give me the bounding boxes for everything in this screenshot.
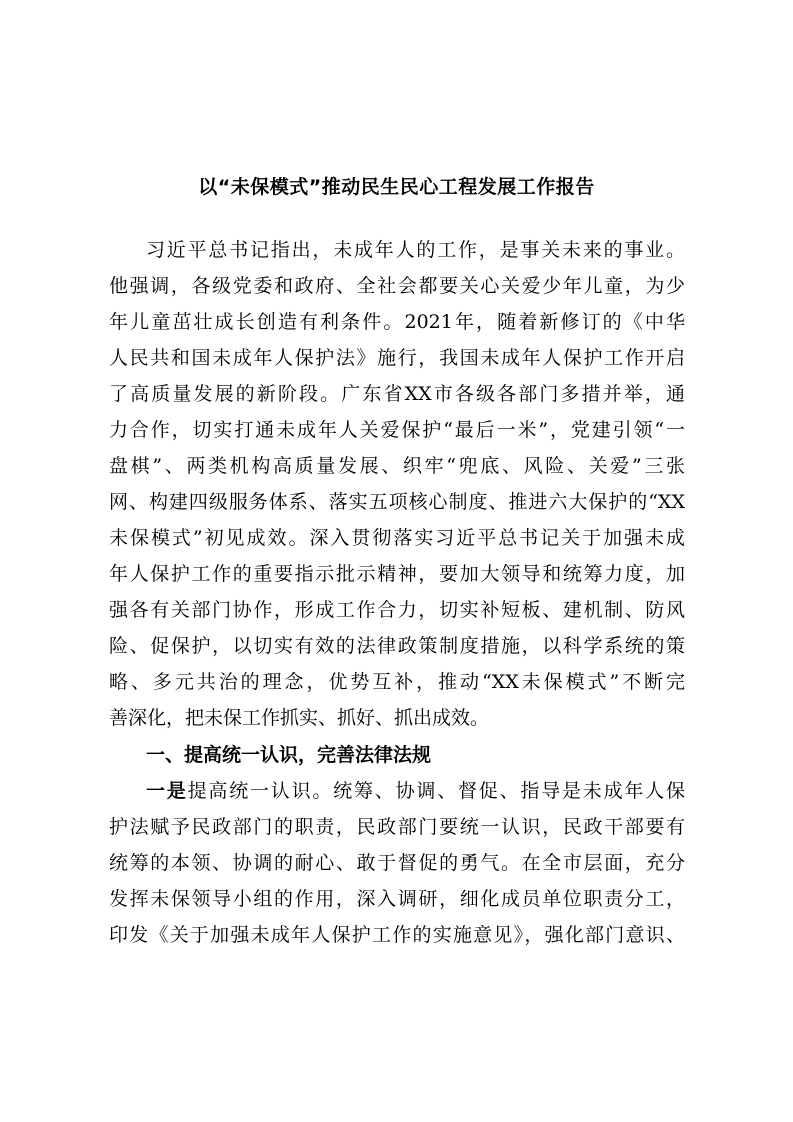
intro-line: 了高质量发展的新阶段。广东省XX市各级各部门多措并举，通 xyxy=(109,383,685,405)
intro-line: 年儿童茁壮成长创造有利条件。2021年，随着新修订的《中华 xyxy=(109,311,685,333)
intro-line: 未保模式”初见成效。深入贯彻落实习近平总书记关于加强未成 xyxy=(109,527,685,549)
section-line: 统筹的本领、协调的耐心、敢于督促的勇气。在全市层面，充分 xyxy=(109,852,685,874)
section-first-line-text: 提高统一认识。统筹、协调、督促、指导是未成年人保 xyxy=(187,780,685,802)
document-title: 以“未保模式”推动民生民心工程发展工作报告 xyxy=(198,176,595,198)
section-first-line xyxy=(146,773,685,809)
section-line: 发挥未保领导小组的作用，深入调研，细化成员单位职责分工， xyxy=(109,888,685,910)
intro-line: 略、多元共治的理念，优势互补，推动“XX未保模式”不断完 xyxy=(109,671,685,693)
intro-line: 人民共和国未成年人保护法》施行，我国未成年人保护工作开启 xyxy=(109,347,685,369)
intro-line: 强各有关部门协作，形成工作合力，切实补短板、建机制、防风 xyxy=(109,599,685,621)
intro-line: 年人保护工作的重要指示批示精神，要加大领导和统筹力度，加 xyxy=(109,563,685,585)
section-line: 印发《关于加强未成年人保护工作的实施意见》，强化部门意识、 xyxy=(109,924,685,946)
intro-line: 网、构建四级服务体系、落实五项核心制度、推进六大保护的“XX xyxy=(109,491,685,513)
section-lead: 一是 xyxy=(146,780,188,802)
intro-line: 他强调，各级党委和政府、全社会都要关心关爱少年儿童，为少 xyxy=(109,275,685,297)
section-heading: 一、提高统一认识，完善法律法规 xyxy=(146,744,432,766)
intro-line: 善深化，把未保工作抓实、抓好、抓出成效。 xyxy=(109,707,490,729)
intro-line: 盘棋”、两类机构高质量发展、织牢“兜底、风险、关爱”三张 xyxy=(109,455,685,477)
intro-line: 力合作，切实打通未成年人关爱保护“最后一米”，党建引领“一 xyxy=(109,419,685,441)
section-line: 护法赋予民政部门的职责，民政部门要统一认识，民政干部要有 xyxy=(109,816,685,838)
intro-line: 习近平总书记指出，未成年人的工作，是事关未来的事业。 xyxy=(146,239,685,261)
intro-line: 险、促保护，以切实有效的法律政策制度措施，以科学系统的策 xyxy=(109,635,685,657)
